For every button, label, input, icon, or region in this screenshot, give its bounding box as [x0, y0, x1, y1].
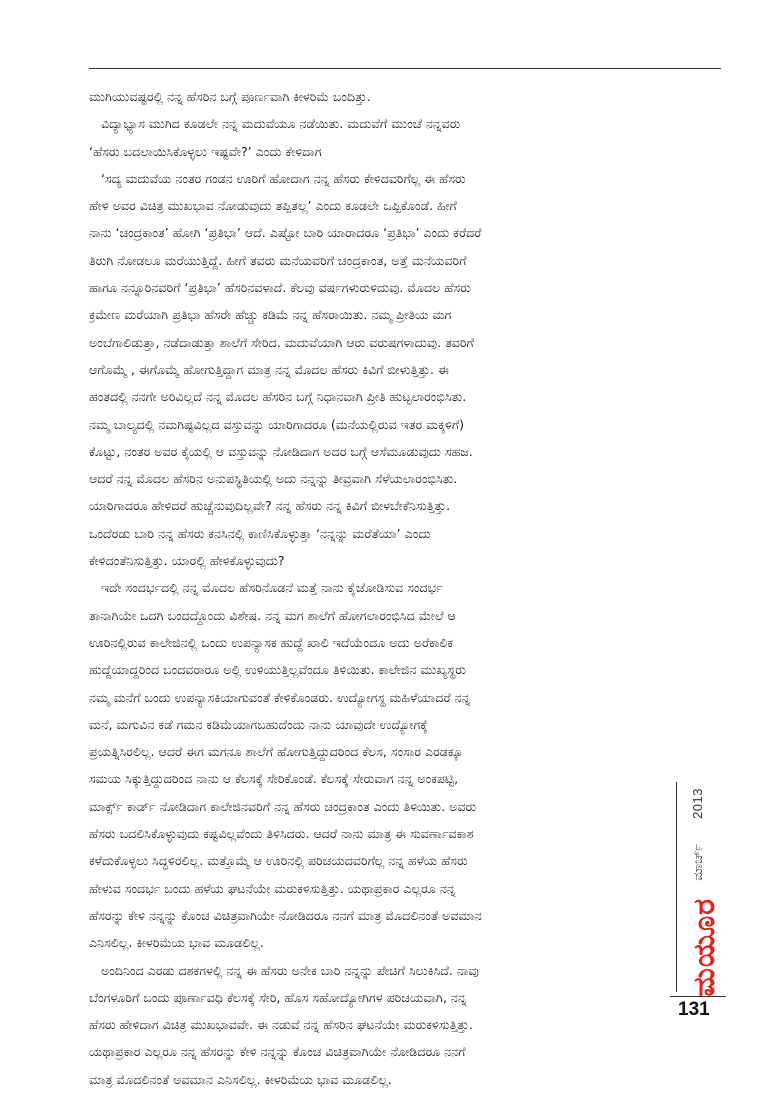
page-number: 131: [678, 999, 710, 1020]
text-line: ಕೇಳಿದಂತೆನಿಸುತ್ತಿತ್ತು. ಯಾರಲ್ಲಿ ಹೇಳಿಕೊಳ್ಳುವುದು?: [89, 553, 285, 569]
header-rule: [89, 68, 721, 69]
text-line: ನಾನು ‘ಚಂದ್ರಕಾಂತ’ ಹೋಗಿ ‘ಪ್ರತಿಭಾ’ ಆದೆ. ಎಷ್ಟೋ ಬಾರಿ ಯಾರಾದರೂ ‘ಪ್ರತಿಭಾ’ ಎಂದು ಕರೆದರೆ: [89, 225, 482, 241]
article-body: [89, 83, 669, 1093]
text-line: ತಾನಾಗಿಯೇ ಒದಗಿ ಬಂದದ್ದೊಂದು ವಿಶೇಷ. ನನ್ನ ಮಗ ಶಾಲೆಗೆ ಹೋಗಲಾರಂಭಿಸಿದ ಮೇಲೆ ಆ: [89, 607, 456, 623]
text-line: ಪ್ರಯತ್ನಿಸಿರಲಿಲ್ಲ. ಆದರೆ ಈಗ ಮಗನೂ ಶಾಲೆಗೆ ಹೋಗುತ್ತಿದ್ದುದರಿಂದ ಕೆಲಸ, ಸಂಸಾರ ಎರಡಕ್ಕೂ: [89, 744, 463, 760]
issue-info: [687, 780, 722, 1000]
text-line: ಹೆಸರು ಹೇಳಿದಾಗ ವಿಚಿತ್ರ ಮುಖಭಾವವೇ. ಈ ನಡುವೆ ನನ್ನ ಹೆಸರಿನ ಘಟನೆಯೇ ಮರುಕಳಿಸುತ್ತಿತ್ತು.: [89, 1017, 474, 1033]
text-line: ಕಳೆದುಕೊಳ್ಳಲು ಸಿದ್ಧಳಿರಲಿಲ್ಲ. ಮತ್ತೊಮ್ಮೆ ಆ ಊರಿನಲ್ಲಿ ಪರಿಚಯದವರಿಗೆಲ್ಲ ನನ್ನ ಹಳೆಯ ಹೆಸರು: [89, 853, 468, 869]
sidebar-rule: [676, 782, 677, 992]
text-line: ಹಂತದಲ್ಲಿ ನನಗೇ ಅರಿವಿಲ್ಲದೆ ನನ್ನ ಮೊದಲ ಹೆಸರಿನ ಬಗ್ಗೆ ನಿಧಾನವಾಗಿ ಪ್ರೀತಿ ಹುಟ್ಟಲಾರಂಭಿಸಿತು.: [89, 389, 467, 405]
text-line: ನಮ್ಮ ಮನೆಗೆ ಬಂದು ಉಪನ್ಯಾಸಕಿಯಾಗುವಂತೆ ಕೇಳಿಕೊಂಡರು. ಉದ್ಯೋಗಸ್ಥ ಮಹಿಳೆಯಾದರೆ ನನ್ನ: [89, 689, 471, 705]
text-line: ಎನಿಸಲಿಲ್ಲ. ಕೀಳರಿಮೆಯ ಭಾವ ಮೂಡಲಿಲ್ಲ.: [89, 935, 264, 951]
text-line: ‘ಹೆಸರು ಬದಲಾಯಿಸಿಕೊಳ್ಳಲು ಇಷ್ಟವೇ?’ ಎಂದು ಕೇಳಿದಾಗ: [89, 143, 322, 159]
text-line: ಮಾರ್ಕ್ಸ್ ಕಾರ್ಡ್ ನೋಡಿದಾಗ ಕಾಲೇಜಿನವರಿಗೆ ನನ್ನ ಹೆಸರು ಚಂದ್ರಕಾಂತ ಎಂದು ತಿಳಿಯಿತು. ಅವರು: [89, 798, 477, 814]
text-line: ಹೆಸರನ್ನು ಕೇಳಿ ನನ್ನನ್ನು ಕೊಂಚ ವಿಚಿತ್ರವಾಗಿಯೇ ನೋಡಿದರೂ ನನಗೆ ಮಾತ್ರ ಮೊದಲಿನಂತೆ ಅವಮಾನ: [89, 907, 482, 923]
issue-year: 2013: [690, 788, 705, 819]
text-line: ಹೇಳಿ ಅವರ ವಿಚಿತ್ರ ಮುಖಭಾವ ನೋಡುವುದು ತಪ್ಪಿತಲ್ಲ’ ಎಂದು ಕೂಡಲೇ ಒಪ್ಪಿಕೊಂಡೆ. ಹೀಗೆ: [89, 198, 457, 214]
text-line: ಅಂದಿನಿಂದ ಎರಡು ದಶಕಗಳಲ್ಲಿ ನನ್ನ ಈ ಹೆಸರು ಅನೇಕ ಬಾರಿ ನನ್ನನ್ನು ಪೇಚಿಗೆ ಸಿಲುಕಿಸಿದೆ. ನಾವು: [101, 962, 479, 978]
text-line: ಮನೆ, ಮಗುವಿನ ಕಡೆ ಗಮನ ಕಡಿಮೆಯಾಗಬಹುದೆಂದು ನಾನು ಯಾವುದೇ ಉದ್ಯೋಗಕ್ಕೆ: [89, 716, 428, 732]
text-line: ಮುಗಿಯುವಷ್ಟರಲ್ಲಿ ನನ್ನ ಹೆಸರಿನ ಬಗ್ಗೆ ಪೂರ್ಣವಾಗಿ ಕೀಳರಿಮೆ ಬಂದಿತ್ತು.: [89, 89, 371, 104]
magazine-name: ಮಯೂರ: [687, 898, 722, 997]
text-line: ಒಂದೆರಡು ಬಾರಿ ನನ್ನ ಹೆಸರು ಕನಸಿನಲ್ಲಿ ಕಾಣಿಸಿಕೊಳ್ಳುತ್ತಾ ‘ನನ್ನನ್ನು ಮರೆತೆಯಾ’ ಎಂದು: [89, 525, 431, 541]
text-line: ಮಾತ್ರ ಮೊದಲಿನಂತೆ ಅವಮಾನ ಎನಿಸಲಿಲ್ಲ. ಕೀಳರಿಮೆಯ ಭಾವ ಮೂಡಲಿಲ್ಲ.: [89, 1071, 392, 1087]
text-line: ಆಗೊಮ್ಮೆ , ಈಗೊಮ್ಮೆ ಹೋಗುತ್ತಿದ್ದಾಗ ಮಾತ್ರ ನನ್ನ ಮೊದಲ ಹೆಸರು ಕಿವಿಗೆ ಬೀಳುತ್ತಿತ್ತು. ಈ: [89, 361, 449, 377]
text-line: ತಿರುಗಿ ನೋಡಲೂ ಮರೆಯುತ್ತಿದ್ದೆ. ಹೀಗೆ ತವರು ಮನೆಯವರಿಗೆ ಚಂದ್ರಕಾಂತ, ಅತ್ತೆ ಮನೆಯವರಿಗೆ: [89, 252, 467, 268]
text-line: ಇದೇ ಸಂದರ್ಭದಲ್ಲಿ ನನ್ನ ಮೊದಲ ಹೆಸರಿನೊಡನೆ ಮತ್ತೆ ನಾನು ಕೈಜೋಡಿಸುವ ಸಂದರ್ಭ: [101, 580, 443, 596]
text-line: ಯಾರಿಗಾದರೂ ಹೇಳಿದರೆ ಹುಚ್ಚೆನುವುದಿಲ್ಲವೇ? ನನ್ನ ಹೆಸರು ನನ್ನ ಕಿವಿಗೆ ಬೀಳಬೇಕೆನಿಸುತ್ತಿತ್ತು.: [89, 498, 451, 514]
text-line: ಹುದ್ದೆಯಾದ್ದರಿಂದ ಬಂದವರಾರೂ ಅಲ್ಲಿ ಉಳಿಯುತ್ತಿಲ್ಲವೆಂದೂ ತಿಳಿಯಿತು. ಕಾಲೇಜಿನ ಮುಖ್ಯಸ್ಥರು: [89, 662, 466, 678]
text-line: ‘ಸದ್ಯ ಮದುವೆಯ ನಂತರ ಗಂಡನ ಊರಿಗೆ ಹೋದಾಗ ನನ್ನ ಹೆಸರು ಕೇಳಿದವರಿಗೆಲ್ಲ ಈ ಹೆಸರು: [101, 170, 466, 186]
issue-month: ಮಾರ್ಚ್: [691, 844, 706, 881]
text-line: ಆದರೆ ನನ್ನ ಮೊದಲ ಹೆಸರಿನ ಅನುಪಸ್ಥಿತಿಯಲ್ಲಿ ಅದು ನನ್ನನ್ನು ತೀವ್ರವಾಗಿ ಸೆಳೆಯಲಾರಂಭಿಸಿತು.: [89, 471, 458, 487]
footer-rule: [670, 996, 726, 997]
text-line: ಅಂಬೆಗಾಲಿಡುತ್ತಾ, ನಡೆದಾಡುತ್ತಾ ಶಾಲೆಗೆ ಸೇರಿದ. ಮದುವೆಯಾಗಿ ಆರು ವರುಷಗಳಾದುವು. ತವರಿಗೆ: [89, 334, 474, 350]
text-line: ಬೆಂಗಳೂರಿಗೆ ಬಂದು ಪೂರ್ಣಾವಧಿ ಕೆಲಸಕ್ಕೆ ಸೇರಿ, ಹೊಸ ಸಹೋದ್ಯೋಗಿಗಳ ಪರಿಚಯವಾಗಿ, ನನ್ನ: [89, 989, 467, 1005]
text-line: ಕೊಟ್ಟು, ನಂತರ ಅವರ ಕೈಯಲ್ಲಿ ಆ ವಸ್ತುವನ್ನು ನೋಡಿದಾಗ ಅದರ ಬಗ್ಗೆ ಆಸೆಮೂಡುವುದು ಸಹಜ.: [89, 443, 473, 459]
text-line: ವಿದ್ಯಾಭ್ಯಾಸ ಮುಗಿದ ಕೂಡಲೇ ನನ್ನ ಮದುವೆಯೂ ನಡೆಯಿತು. ಮದುವೆಗೆ ಮುಂಚೆ ನನ್ನವರು: [101, 116, 461, 132]
text-line: ಊರಿನಲ್ಲಿರುವ ಕಾಲೇಜಿನಲ್ಲಿ ಒಂದು ಉಪನ್ಯಾಸಕ ಹುದ್ದೆ ಖಾಲಿ ಇದೆಯೆಂದೂ ಅದು ಅರೆಕಾಲಿಕ: [89, 634, 454, 650]
text-line: ಸಮಯ ಸಿಕ್ಕುತ್ತಿದ್ದುದರಿಂದ ನಾನು ಆ ಕೆಲಸಕ್ಕೆ ಸೇರಿಕೊಂಡೆ. ಕೆಲಸಕ್ಕೆ ಸೇರುವಾಗ ನನ್ನ ಅಂಕಪಟ್ಟಿ,: [89, 771, 459, 787]
text-line: ಯಥಾಪ್ರಕಾರ ಎಲ್ಲರೂ ನನ್ನ ಹೆಸರನ್ನು ಕೇಳಿ ನನ್ನನ್ನು ಕೊಂಚ ವಿಚಿತ್ರವಾಗಿಯೇ ನೋಡಿದರೂ ನನಗೆ: [89, 1044, 466, 1060]
text-line: ಹಾಗೂ ನನ್ನೂರಿನವರಿಗೆ ‘ಪ್ರತಿಭಾ’ ಹೆಸರಿನವಳಾದೆ. ಕೆಲವು ವರ್ಷಗಳುರುಳಿದುವು. ಮೊದಲ ಹೆಸರು: [89, 280, 471, 296]
text-line: ಕ್ರಮೇಣ ಮರೆಯಾಗಿ ಪ್ರತಿಭಾ ಹೆಸರೇ ಹೆಚ್ಚು ಕಡಿಮೆ ನನ್ನ ಹೆಸರಾಯಿತು. ನಮ್ಮ ಪ್ರೀತಿಯ ಮಗ: [89, 307, 452, 323]
text-line: ಹೆಸರು ಬದಲಿಸಿಕೊಳ್ಳುವುದು ಕಷ್ಟವಿಲ್ಲವೆಂದು ತಿಳಿಸಿದರು. ಆದರೆ ನಾನು ಮಾತ್ರ ಈ ಸುವರ್ಣಾವಕಾಶ: [89, 826, 474, 842]
text-line: ಹೇಳುವ ಸಂದರ್ಭ ಬಂದು ಹಳೆಯ ಘಟನೆಯೇ ಮರುಕಳಿಸುತ್ತಿತ್ತು. ಯಥಾಪ್ರಕಾರ ಎಲ್ಲರೂ ನನ್ನ: [89, 880, 456, 896]
text-line: ನಮ್ಮ ಬಾಲ್ಯದಲ್ಲಿ ನಮಗಿಷ್ಟವಿಲ್ಲದ ವಸ್ತುವನ್ನು ಯಾರಿಗಾದರೂ (ಮನೆಯಲ್ಲಿರುವ ಇತರ ಮಕ್ಕಳಿಗೆ): [89, 416, 465, 432]
